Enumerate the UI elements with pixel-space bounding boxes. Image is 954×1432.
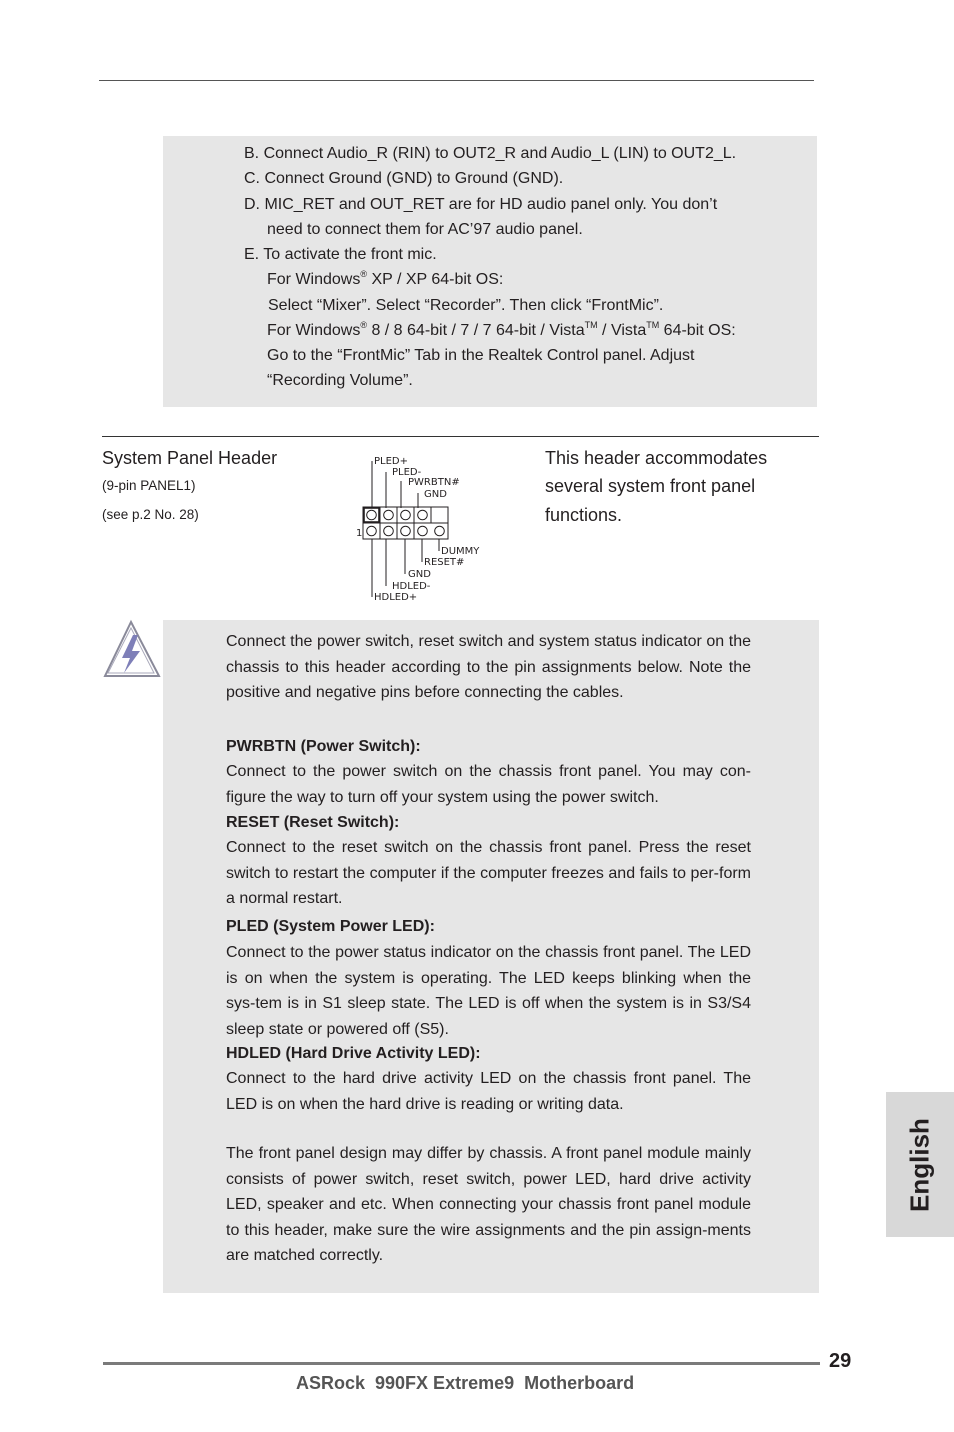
header-pins: (9-pin PANEL1) [102, 478, 196, 493]
section-rule [102, 436, 819, 437]
header-title: System Panel Header [102, 448, 278, 468]
label-gnd-bottom: GND [408, 569, 431, 580]
label-pin-1: 1 [356, 528, 363, 539]
label-dummy: DUMMY [441, 546, 480, 557]
intro-paragraph: Connect the power switch, reset switch and system status indicator on the chassis to this header according to the pin assignments below. Note the positive and negative pins before connecting the cables. [226, 633, 751, 701]
pwrbtn-title-text: PWRBTN (Power Switch): [226, 738, 421, 755]
trademark-mark: TM [584, 320, 598, 330]
w8-middle2: / Vista [597, 322, 647, 339]
pwrbtn-title [226, 734, 751, 760]
header-description-line1: This header accommodates [545, 448, 768, 468]
panel-pin-diagram [354, 450, 494, 605]
w8-prefix: For Windows [267, 322, 361, 339]
pled-text: Connect to the power status indicator on the chassis front panel. The LED is on when the system is operating. The LED keeps blinking when the sys-tem is in S1 sleep state. The LED is off when the system is in S3/S4 sleep state or powered off (S5). [226, 944, 751, 1038]
footer-rule [103, 1362, 820, 1365]
language-tab-label: English [904, 1117, 935, 1212]
label-hdled-minus: HDLED- [392, 581, 431, 592]
note-w8-step1: Go to the “FrontMic” Tab in the Realtek Control panel. Adjust [267, 347, 695, 364]
trademark-mark: TM [646, 320, 660, 330]
note-d-line1: D. MIC_RET and OUT_RET are for HD audio panel only. You don’t [244, 196, 718, 213]
w8-suffix: 64-bit OS: [659, 322, 736, 339]
label-pwrbtn: PWRBTN# [408, 477, 460, 488]
label-pled-plus: PLED+ [374, 456, 408, 467]
header-reference: (see p.2 No. 28) [102, 507, 199, 522]
page-number: 29 [829, 1350, 852, 1372]
label-gnd-top: GND [424, 489, 447, 500]
note-d-line2: need to connect them for AC’97 audio panel. [267, 221, 583, 238]
pwrbtn-text: Connect to the power switch on the chassis front panel. You may con-figure the way to turn off your system using the power switch. [226, 763, 751, 806]
label-reset: RESET# [424, 557, 465, 568]
registered-mark: ® [360, 320, 367, 330]
note-xp-line [267, 270, 503, 290]
note-e: E. To activate the front mic. [244, 246, 437, 263]
w8-middle1: 8 / 8 64-bit / 7 / 7 64-bit / Vista [367, 322, 585, 339]
hdled-text: Connect to the hard drive activity LED on the chassis front panel. The LED is on when the hard drive is reading or writing data. [226, 1070, 751, 1113]
pled-title [226, 914, 751, 940]
note-w8-step2: “Recording Volume”. [267, 372, 413, 389]
reset-title [226, 810, 751, 836]
reset-text: Connect to the reset switch on the chassis front panel. Press the reset switch to restart the computer if the computer freezes and fails to per-form a normal restart. [226, 839, 751, 907]
outro-paragraph: The front panel design may differ by chassis. A front panel module mainly consists of power switch, reset switch, power LED, hard drive activity LED, speaker and etc. When connecting your chassis front panel module to this header, make sure the wire assignments and the pin assign-ments are matched correctly. [226, 1145, 751, 1264]
label-hdled-plus: HDLED+ [374, 592, 418, 603]
top-rule [99, 80, 814, 81]
hdled-title [226, 1041, 751, 1067]
label-pled-minus: PLED- [392, 467, 422, 478]
header-description-line3: functions. [545, 505, 623, 525]
xp-prefix: For Windows [267, 271, 361, 288]
warning-icon [100, 618, 164, 680]
note-c: C. Connect Ground (GND) to Ground (GND). [244, 170, 564, 187]
note-b: B. Connect Audio_R (RIN) to OUT2_R and Audio_L (LIN) to OUT2_L. [244, 145, 737, 162]
footer-product: ASRock 990FX Extreme9 Motherboard [296, 1373, 635, 1393]
language-tab [886, 1092, 954, 1237]
reset-title-text: RESET (Reset Switch): [226, 814, 400, 831]
registered-mark: ® [360, 269, 367, 279]
hdled-title-text: HDLED (Hard Drive Activity LED): [226, 1045, 481, 1062]
header-description-line2: several system front panel [545, 476, 756, 496]
xp-suffix: XP / XP 64-bit OS: [367, 271, 504, 288]
note-w8-line [267, 321, 736, 341]
pled-title-text: PLED (System Power LED): [226, 918, 435, 935]
note-xp-step: Select “Mixer”. Select “Recorder”. Then click “FrontMic”. [268, 297, 664, 314]
